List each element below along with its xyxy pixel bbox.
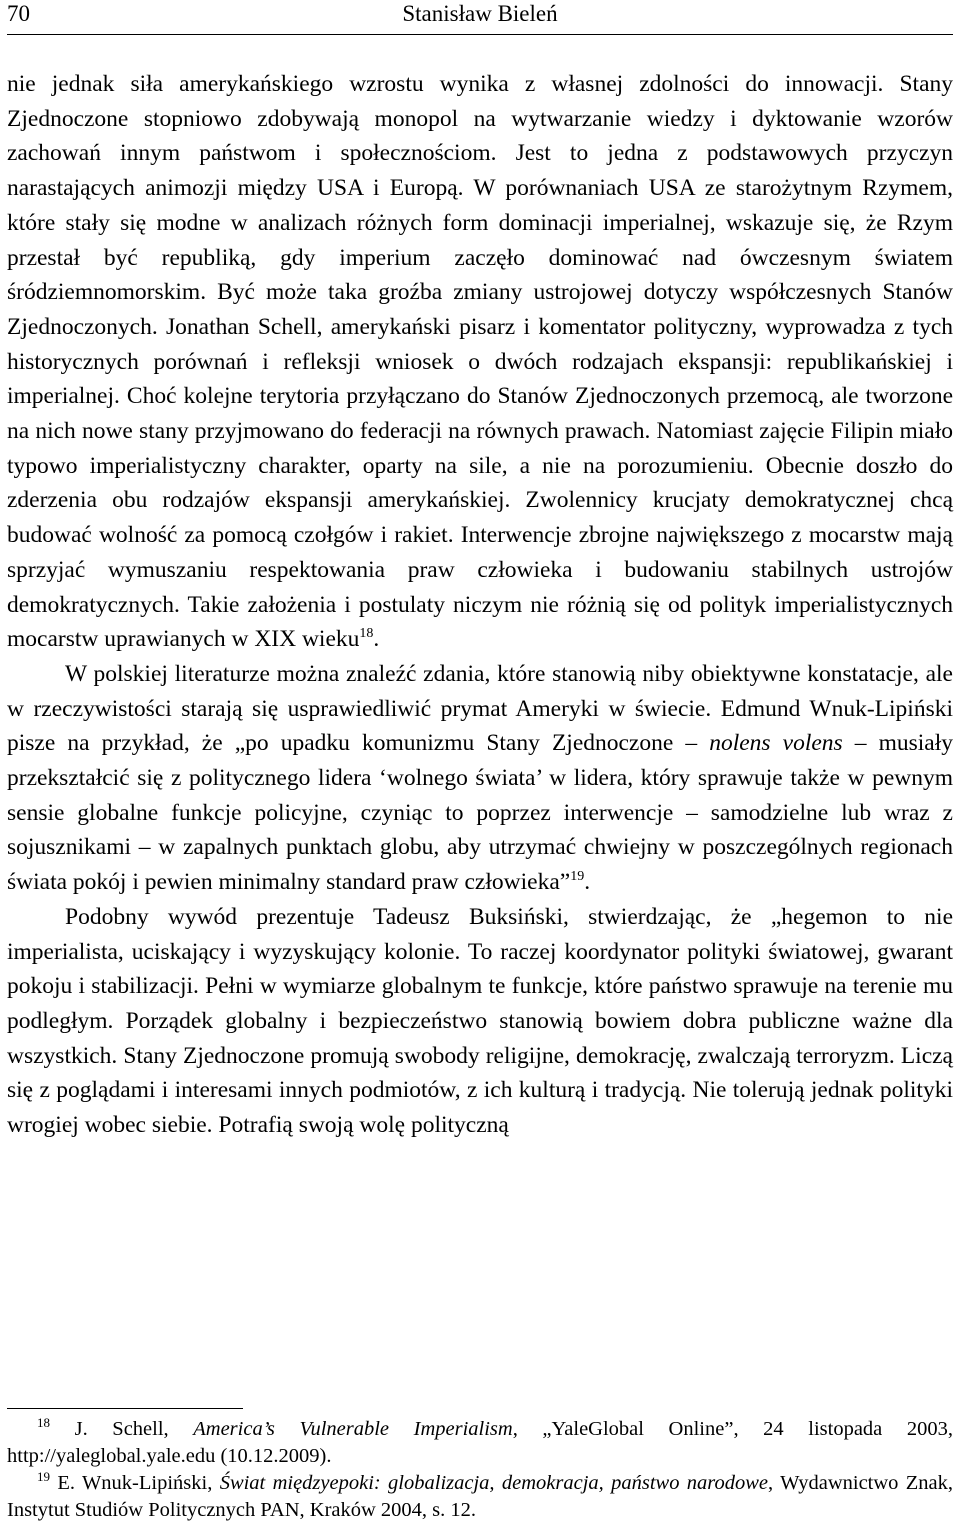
footnote-19 <box>7 1470 953 1524</box>
footnote-title: America’s Vulnerable Imperialism <box>193 1418 513 1440</box>
footnote-number: 19 <box>37 1469 50 1485</box>
footnote-18 <box>7 1416 953 1470</box>
footnote-number: 18 <box>37 1415 50 1431</box>
page-number: 70 <box>7 1 30 26</box>
footnote-title: Świat międzyepoki: globalizacja, demokracja, państwo narodowe <box>219 1472 769 1494</box>
page <box>7 0 954 1521</box>
footnote-ref-19[interactable]: 19 <box>570 869 585 885</box>
paragraph-3 <box>7 900 953 1143</box>
paragraph-2 <box>7 657 953 900</box>
paragraph-2-end: . <box>584 869 591 896</box>
footnotes <box>7 1416 953 1524</box>
paragraph-2-text-a: W polskiej literaturze można znaleźć zdania, które stanowią niby obiektywne konstatacje, ale w rzeczywistości starają się usprawiedliwić prymat Ameryki w świecie. Edmund Wnuk-Lipiński pisze na przykład, że „po upadku komunizmu Stany Zjednoczone – <box>7 660 953 757</box>
paragraph-1 <box>7 67 953 657</box>
paragraph-3-text: Podobny wywód prezentuje Tadeusz Buksiński, stwierdzając, że „hegemon to nie imperialista, uciskający i wyzyskujący kolonie. To raczej koordynator polityki światowej, gwarant pokoju i stabilizacji. Pełni w wymiarze globalnym te funkcje, które państwo sprawuje na terenie mu podległym. Porządek globalny i bezpieczeństwo stanowią bowiem dobra publiczne ważne dla wszystkich. Stany Zjednoczone promują swobody religijne, demokrację, zwalczają terroryzm. Liczą się z poglądami i interesami innych podmiotów, z ich kulturą i tradycją. Nie tolerują jednak polityki wrogiej wobec siebie. Potrafią swoją wolę polityczną <box>7 903 953 1139</box>
footnote-author: J. Schell, <box>74 1418 169 1440</box>
footnote-author: E. Wnuk-Lipiński, <box>57 1472 213 1494</box>
footnote-separator <box>7 1408 243 1409</box>
footnote-source: , Wydawnictwo Znak, Instytut Studiów Politycznych PAN, Kraków 2004, s. 12. <box>7 1472 954 1521</box>
body-text <box>7 67 953 1143</box>
running-title-author: Stanisław Bieleń <box>402 1 558 26</box>
paragraph-1-text: nie jednak siła amerykańskiego wzrostu wynika z własnej zdolności do innowacji. Stany Zjednoczone stopniowo zdobywają monopol na wytwarzanie wiedzy i dyktowanie wzorów zachowań innym państwom i społecznościom. Jest to jedna z podstawowych przyczyn narastających animozji między USA i Europą. W porównaniach USA ze starożytnym Rzymem, które stały się modne w analizach różnych form dominacji imperialnej, wskazuje się, że Rzym przestał być republiką, gdy imperium zaczęło dominować nad ówczesnym światem śródziemnomorskim. Być może taka groźba zmiany ustrojowej dotyczy współczesnych Stanów Zjednoczonych. Jonathan Schell, amerykański pisarz i komentator polityczny, wyprowadza z tych historycznych porównań i refleksji wniosek o dwóch rodzajach ekspansji: republikańskiej i imperialnej. Choć kolejne terytoria przyłączano do Stanów Zjednoczonych przemocą, ale tworzone na nich nowe stany przyjmowano do federacji na równych prawach. Natomiast zajęcie Filipin miało typowo imperialistyczny charakter, oparty na sile, a nie na porozumieniu. Obecnie doszło do zderzenia obu rodzajów ekspansji amerykańskiej. Zwolennicy krucjaty demokratycznej chcą budować wolność za pomocą czołgów i rakiet. Interwencje zbrojne największego z mocarstw mają sprzyjać wymuszaniu respektowania praw człowieka i budowaniu stabilnych ustrojów demokratycznych. Takie założenia i postulaty niczym nie różnią się od polityk imperialistycznych mocarstw uprawianych w XIX wieku <box>7 71 953 653</box>
footnote-source: , „YaleGlobal Online”, 24 listopada 2003, http://yaleglobal.yale.edu (10.12.2009). <box>7 1418 953 1467</box>
paragraph-2-text-b: – musiały przekształcić się z politycznego lidera ‘wolnego świata’ w lidera, który sprawuje także w pewnym sensie globalne funkcje policyjne, czyniąc to poprzez interwencje – samodzielne lub wraz z sojusznikami – w zapalnych punktach globu, aby utrzymać chwiejny w poszczególnych regionach świata pokój i pewien minimalny standard praw człowieka” <box>7 730 953 896</box>
footnote-ref-18[interactable]: 18 <box>359 626 374 642</box>
paragraph-2-italic: nolens volens <box>709 730 843 757</box>
paragraph-1-end: . <box>373 626 380 653</box>
running-header <box>7 0 953 35</box>
